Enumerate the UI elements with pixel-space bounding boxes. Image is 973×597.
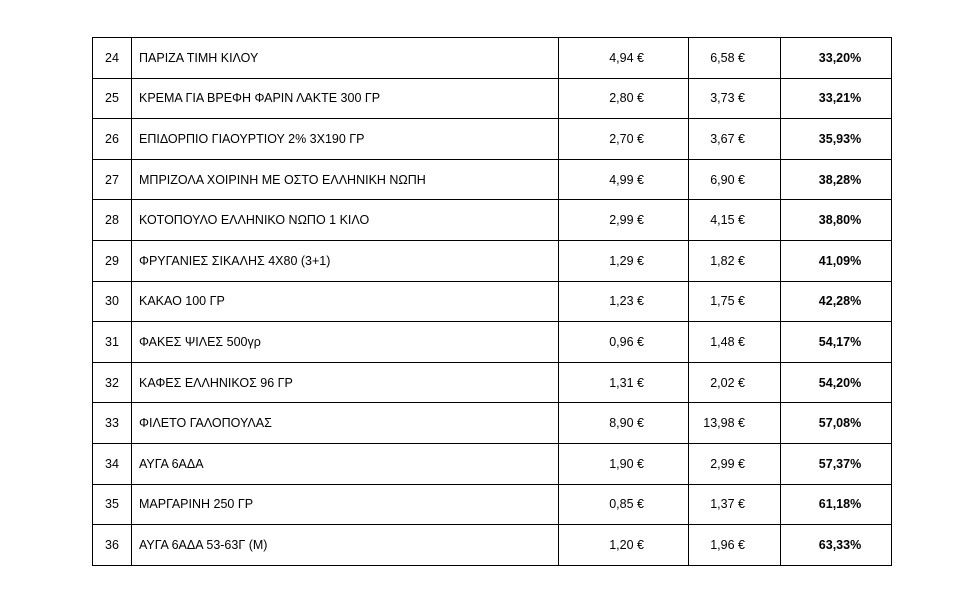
product-name: ΦΡΥΓΑΝΙΕΣ ΣΙΚΑΛΗΣ 4Χ80 (3+1) bbox=[132, 240, 559, 281]
increase-percent: 54,20% bbox=[781, 362, 892, 403]
table-row bbox=[93, 159, 892, 200]
price-before: 0,85 € bbox=[559, 484, 689, 525]
price-before: 1,90 € bbox=[559, 443, 689, 484]
table-row bbox=[93, 484, 892, 525]
increase-percent: 33,20% bbox=[781, 38, 892, 79]
row-number: 28 bbox=[93, 200, 132, 241]
increase-percent: 57,37% bbox=[781, 443, 892, 484]
increase-percent: 38,28% bbox=[781, 159, 892, 200]
row-number: 32 bbox=[93, 362, 132, 403]
price-after: 1,75 € bbox=[689, 281, 781, 322]
row-number: 31 bbox=[93, 322, 132, 363]
price-before: 1,20 € bbox=[559, 525, 689, 566]
price-after: 6,90 € bbox=[689, 159, 781, 200]
price-after: 1,96 € bbox=[689, 525, 781, 566]
price-increase-table bbox=[92, 37, 892, 566]
product-name: ΑΥΓΑ 6ΑΔΑ bbox=[132, 443, 559, 484]
price-before: 2,99 € bbox=[559, 200, 689, 241]
price-before: 4,94 € bbox=[559, 38, 689, 79]
product-name: ΦΑΚΕΣ ΨΙΛΕΣ 500γρ bbox=[132, 322, 559, 363]
table-row bbox=[93, 525, 892, 566]
price-after: 2,02 € bbox=[689, 362, 781, 403]
row-number: 26 bbox=[93, 119, 132, 160]
row-number: 36 bbox=[93, 525, 132, 566]
product-name: ΑΥΓΑ 6ΑΔΑ 53-63Γ (M) bbox=[132, 525, 559, 566]
table-body bbox=[93, 38, 892, 566]
price-after: 3,67 € bbox=[689, 119, 781, 160]
row-number: 30 bbox=[93, 281, 132, 322]
price-after: 2,99 € bbox=[689, 443, 781, 484]
price-after: 1,48 € bbox=[689, 322, 781, 363]
row-number: 34 bbox=[93, 443, 132, 484]
price-after: 1,37 € bbox=[689, 484, 781, 525]
table-row bbox=[93, 322, 892, 363]
price-after: 3,73 € bbox=[689, 78, 781, 119]
product-name: ΚΟΤΟΠΟΥΛΟ ΕΛΛΗΝΙΚΟ ΝΩΠΟ 1 ΚΙΛΟ bbox=[132, 200, 559, 241]
row-number: 27 bbox=[93, 159, 132, 200]
increase-percent: 61,18% bbox=[781, 484, 892, 525]
price-before: 1,31 € bbox=[559, 362, 689, 403]
price-before: 8,90 € bbox=[559, 403, 689, 444]
table-row bbox=[93, 362, 892, 403]
table-row bbox=[93, 443, 892, 484]
table-row bbox=[93, 119, 892, 160]
increase-percent: 33,21% bbox=[781, 78, 892, 119]
price-before: 2,80 € bbox=[559, 78, 689, 119]
increase-percent: 57,08% bbox=[781, 403, 892, 444]
product-name: ΚΑΚΑΟ 100 ΓΡ bbox=[132, 281, 559, 322]
row-number: 25 bbox=[93, 78, 132, 119]
table-row bbox=[93, 403, 892, 444]
increase-percent: 42,28% bbox=[781, 281, 892, 322]
increase-percent: 41,09% bbox=[781, 240, 892, 281]
table-row bbox=[93, 240, 892, 281]
product-name: ΚΑΦΕΣ ΕΛΛΗΝΙΚΟΣ 96 ΓΡ bbox=[132, 362, 559, 403]
row-number: 24 bbox=[93, 38, 132, 79]
increase-percent: 38,80% bbox=[781, 200, 892, 241]
product-name: ΚΡΕΜΑ ΓΙΑ ΒΡΕΦΗ ΦΑΡΙΝ ΛΑΚΤΕ 300 ΓΡ bbox=[132, 78, 559, 119]
product-name: ΕΠΙΔΟΡΠΙΟ ΓΙΑΟΥΡΤΙΟΥ 2% 3Χ190 ΓΡ bbox=[132, 119, 559, 160]
product-name: ΜΑΡΓΑΡΙΝΗ 250 ΓΡ bbox=[132, 484, 559, 525]
table-row bbox=[93, 78, 892, 119]
price-after: 13,98 € bbox=[689, 403, 781, 444]
row-number: 29 bbox=[93, 240, 132, 281]
row-number: 35 bbox=[93, 484, 132, 525]
increase-percent: 35,93% bbox=[781, 119, 892, 160]
increase-percent: 54,17% bbox=[781, 322, 892, 363]
row-number: 33 bbox=[93, 403, 132, 444]
table-row bbox=[93, 38, 892, 79]
price-before: 4,99 € bbox=[559, 159, 689, 200]
price-after: 1,82 € bbox=[689, 240, 781, 281]
price-before: 2,70 € bbox=[559, 119, 689, 160]
table-row bbox=[93, 200, 892, 241]
product-name: ΜΠΡΙΖΟΛΑ ΧΟΙΡΙΝΗ ΜΕ ΟΣΤΟ ΕΛΛΗΝΙΚΗ ΝΩΠΗ bbox=[132, 159, 559, 200]
table-row bbox=[93, 281, 892, 322]
increase-percent: 63,33% bbox=[781, 525, 892, 566]
price-before: 1,23 € bbox=[559, 281, 689, 322]
price-after: 6,58 € bbox=[689, 38, 781, 79]
price-before: 0,96 € bbox=[559, 322, 689, 363]
price-before: 1,29 € bbox=[559, 240, 689, 281]
product-name: ΠΑΡΙΖΑ ΤΙΜΗ ΚΙΛΟΥ bbox=[132, 38, 559, 79]
product-name: ΦΙΛΕΤΟ ΓΑΛΟΠΟΥΛΑΣ bbox=[132, 403, 559, 444]
price-after: 4,15 € bbox=[689, 200, 781, 241]
